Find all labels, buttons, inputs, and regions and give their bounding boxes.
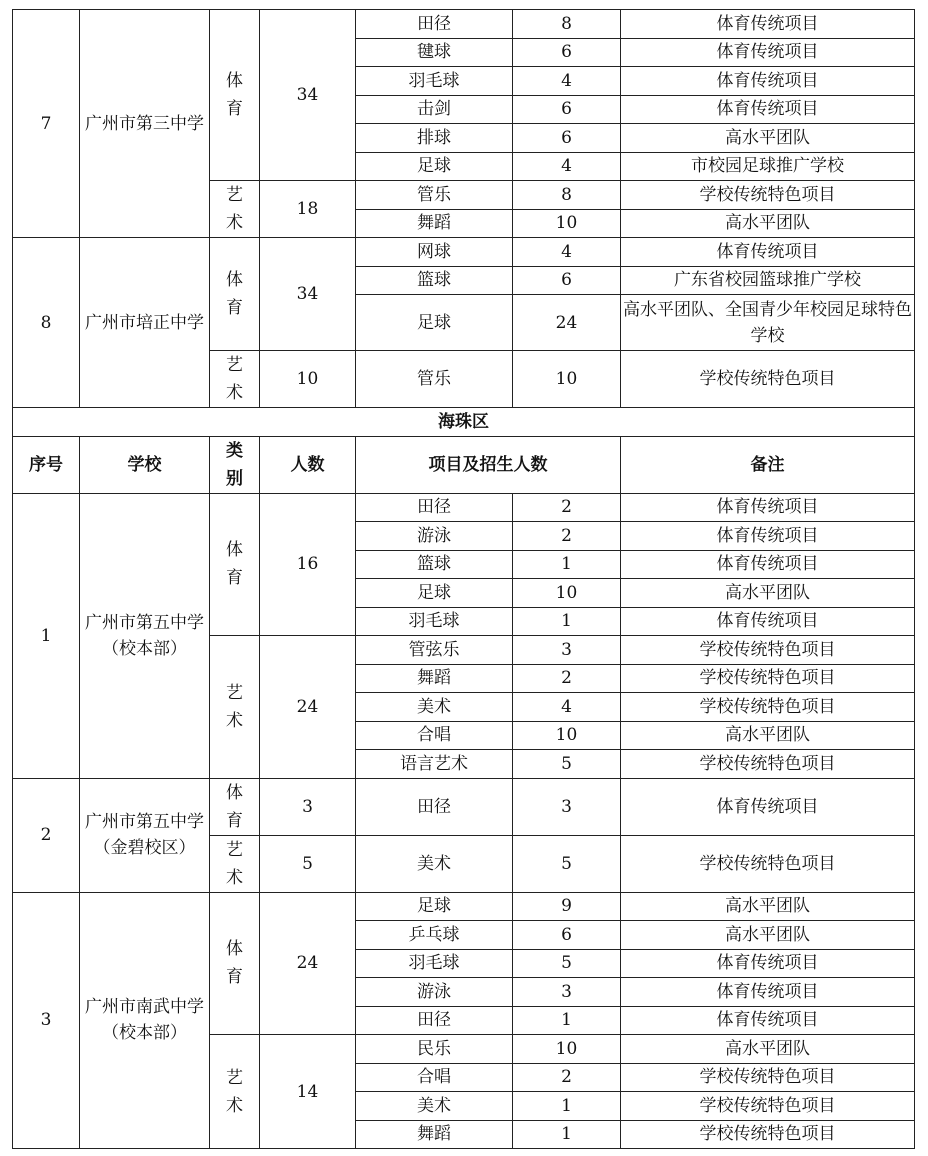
remark-cell: 高水平团队	[621, 721, 915, 750]
remark-cell: 体育传统项目	[621, 10, 915, 39]
remark-cell: 市校园足球推广学校	[621, 152, 915, 181]
category-cell: 艺术	[210, 351, 260, 408]
item-count: 5	[513, 750, 621, 779]
count-cell: 34	[260, 10, 356, 181]
item-name: 合唱	[356, 1063, 513, 1092]
school-name: 广州市培正中学	[80, 238, 210, 408]
item-count: 8	[513, 10, 621, 39]
category-cell: 体育	[210, 778, 260, 835]
item-name: 美术	[356, 1092, 513, 1121]
item-count: 3	[513, 778, 621, 835]
item-name: 乒乓球	[356, 921, 513, 950]
item-name: 足球	[356, 579, 513, 608]
item-name: 田径	[356, 778, 513, 835]
category-cell: 艺术	[210, 636, 260, 779]
item-count: 4	[513, 152, 621, 181]
item-name: 田径	[356, 10, 513, 39]
item-name: 足球	[356, 295, 513, 351]
remark-cell: 高水平团队	[621, 921, 915, 950]
item-name: 游泳	[356, 978, 513, 1007]
item-count: 6	[513, 266, 621, 295]
table-row	[13, 238, 915, 267]
item-count: 10	[513, 209, 621, 238]
row-number: 8	[13, 238, 80, 408]
item-name: 羽毛球	[356, 67, 513, 96]
item-name: 足球	[356, 892, 513, 921]
school-name: 广州市南武中学（校本部）	[80, 892, 210, 1149]
item-name: 美术	[356, 693, 513, 722]
remark-cell: 体育传统项目	[621, 493, 915, 522]
item-name: 美术	[356, 835, 513, 892]
remark-cell: 体育传统项目	[621, 978, 915, 1007]
remark-cell: 广东省校园篮球推广学校	[621, 266, 915, 295]
item-name: 舞蹈	[356, 1120, 513, 1149]
item-count: 3	[513, 636, 621, 665]
item-count: 24	[513, 295, 621, 351]
item-count: 2	[513, 493, 621, 522]
remark-cell: 高水平团队	[621, 124, 915, 153]
count-cell: 3	[260, 778, 356, 835]
item-count: 6	[513, 38, 621, 67]
table-row	[13, 493, 915, 522]
item-count: 9	[513, 892, 621, 921]
count-cell: 5	[260, 835, 356, 892]
item-name: 田径	[356, 1006, 513, 1035]
row-number: 3	[13, 892, 80, 1149]
remark-cell: 体育传统项目	[621, 95, 915, 124]
category-cell: 体育	[210, 10, 260, 181]
count-cell: 34	[260, 238, 356, 351]
item-name: 游泳	[356, 522, 513, 551]
item-count: 4	[513, 238, 621, 267]
item-count: 1	[513, 1092, 621, 1121]
item-count: 2	[513, 1063, 621, 1092]
remark-cell: 学校传统特色项目	[621, 351, 915, 408]
remark-cell: 学校传统特色项目	[621, 181, 915, 210]
school-name: 广州市第五中学（校本部）	[80, 493, 210, 778]
district-section	[13, 408, 915, 494]
count-cell: 24	[260, 636, 356, 779]
item-count: 5	[513, 835, 621, 892]
count-cell: 24	[260, 892, 356, 1035]
remark-cell: 体育传统项目	[621, 67, 915, 96]
remark-cell: 高水平团队	[621, 209, 915, 238]
item-name: 毽球	[356, 38, 513, 67]
category-cell: 体育	[210, 493, 260, 636]
table-row	[13, 892, 915, 921]
item-name: 舞蹈	[356, 209, 513, 238]
remark-cell: 学校传统特色项目	[621, 750, 915, 779]
remark-cell: 学校传统特色项目	[621, 835, 915, 892]
row-number: 1	[13, 493, 80, 778]
remark-cell: 体育传统项目	[621, 607, 915, 636]
district-title: 海珠区	[13, 408, 915, 437]
item-count: 6	[513, 921, 621, 950]
remark-cell: 学校传统特色项目	[621, 1120, 915, 1149]
school-name: 广州市第三中学	[80, 10, 210, 238]
remark-cell: 学校传统特色项目	[621, 636, 915, 665]
remark-cell: 体育传统项目	[621, 949, 915, 978]
item-count: 3	[513, 978, 621, 1007]
header-category: 类别	[210, 436, 260, 493]
school-name: 广州市第五中学（金碧校区）	[80, 778, 210, 892]
remark-cell: 高水平团队	[621, 892, 915, 921]
remark-cell: 高水平团队、全国青少年校园足球特色学校	[621, 295, 915, 351]
item-count: 2	[513, 664, 621, 693]
item-name: 管乐	[356, 351, 513, 408]
row-number: 2	[13, 778, 80, 892]
remark-cell: 高水平团队	[621, 1035, 915, 1064]
item-name: 田径	[356, 493, 513, 522]
remark-cell: 体育传统项目	[621, 238, 915, 267]
item-count: 8	[513, 181, 621, 210]
category-cell: 艺术	[210, 835, 260, 892]
item-name: 足球	[356, 152, 513, 181]
item-name: 管乐	[356, 181, 513, 210]
item-count: 10	[513, 351, 621, 408]
item-name: 舞蹈	[356, 664, 513, 693]
header-no: 序号	[13, 436, 80, 493]
remark-cell: 学校传统特色项目	[621, 1092, 915, 1121]
enrollment-table	[12, 9, 915, 1149]
remark-cell: 高水平团队	[621, 579, 915, 608]
item-count: 6	[513, 124, 621, 153]
category-cell: 艺术	[210, 181, 260, 238]
item-count: 1	[513, 550, 621, 579]
remark-cell: 体育传统项目	[621, 778, 915, 835]
item-count: 10	[513, 721, 621, 750]
remark-cell: 体育传统项目	[621, 550, 915, 579]
section-bottom	[13, 493, 915, 1149]
item-count: 1	[513, 1120, 621, 1149]
remark-cell: 体育传统项目	[621, 1006, 915, 1035]
item-name: 管弦乐	[356, 636, 513, 665]
header-remark: 备注	[621, 436, 915, 493]
table-row	[13, 778, 915, 835]
count-cell: 10	[260, 351, 356, 408]
item-name: 羽毛球	[356, 949, 513, 978]
item-name: 合唱	[356, 721, 513, 750]
header-items: 项目及招生人数	[356, 436, 621, 493]
remark-cell: 体育传统项目	[621, 38, 915, 67]
header-count: 人数	[260, 436, 356, 493]
item-name: 语言艺术	[356, 750, 513, 779]
header-school: 学校	[80, 436, 210, 493]
item-count: 5	[513, 949, 621, 978]
item-count: 4	[513, 67, 621, 96]
row-number: 7	[13, 10, 80, 238]
count-cell: 18	[260, 181, 356, 238]
remark-cell: 学校传统特色项目	[621, 1063, 915, 1092]
item-name: 网球	[356, 238, 513, 267]
header-row	[13, 436, 915, 493]
remark-cell: 学校传统特色项目	[621, 693, 915, 722]
item-name: 击剑	[356, 95, 513, 124]
item-name: 篮球	[356, 550, 513, 579]
item-name: 羽毛球	[356, 607, 513, 636]
category-cell: 体育	[210, 892, 260, 1035]
item-count: 2	[513, 522, 621, 551]
item-name: 篮球	[356, 266, 513, 295]
category-cell: 艺术	[210, 1035, 260, 1149]
item-name: 排球	[356, 124, 513, 153]
category-cell: 体育	[210, 238, 260, 351]
item-count: 1	[513, 607, 621, 636]
item-count: 10	[513, 579, 621, 608]
item-name: 民乐	[356, 1035, 513, 1064]
item-count: 6	[513, 95, 621, 124]
item-count: 1	[513, 1006, 621, 1035]
item-count: 10	[513, 1035, 621, 1064]
district-row	[13, 408, 915, 437]
count-cell: 14	[260, 1035, 356, 1149]
remark-cell: 体育传统项目	[621, 522, 915, 551]
remark-cell: 学校传统特色项目	[621, 664, 915, 693]
count-cell: 16	[260, 493, 356, 636]
section-top	[13, 10, 915, 408]
item-count: 4	[513, 693, 621, 722]
table-row	[13, 10, 915, 39]
